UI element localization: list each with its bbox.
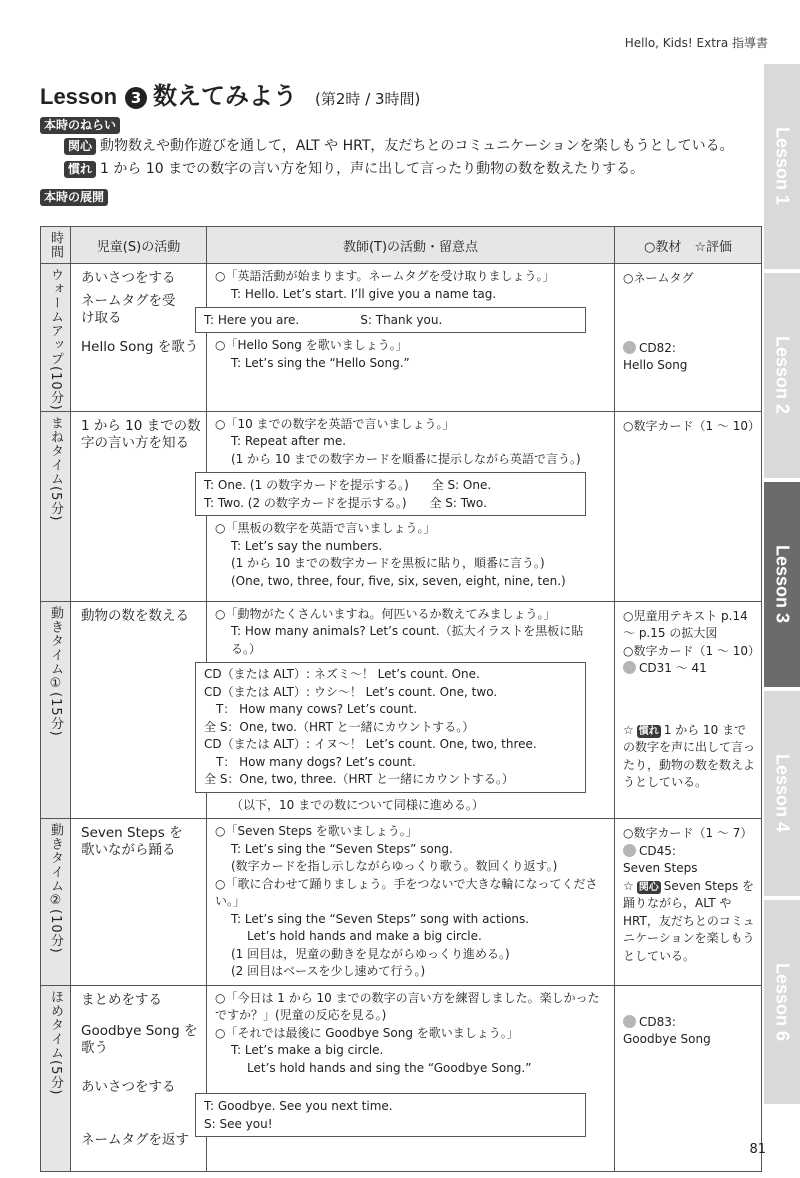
aim-text-2: 1 から 10 までの数字の言い方を知り，声に出して言ったり動物の数を数えたりする。 [100, 161, 645, 177]
child-activity: 動物の数を数える [71, 601, 207, 819]
cd-icon [623, 1015, 636, 1028]
teacher-activity: ○「10 までの数字を英語で言いましょう。」 T: Repeat after me. (1 から 10 までの数字カードを順番に提示しながら英語で言う。) T: One. (1 の数字カードを提示する。) 全 S: One. T: Two. (2 の数字カードを提示する。) 全 S: Two. ○「黒板の数字を英語で言いましょう。」 T: Let’s say the numbers. (1 から 10 までの数字カードを黒板に貼り，順番に言う。) (One, two, three, four, five, six, seven, eight, nine, ten.) [207, 411, 615, 601]
child-activity: 1 から 10 までの数字の言い方を知る [71, 411, 207, 601]
aims-tag: 本時のねらい [40, 117, 120, 134]
aim-line-2 [64, 160, 644, 178]
table-row [41, 819, 762, 986]
aim-tag-familiarity: 慣れ [64, 161, 96, 178]
phase-cell: ほめタイム(5分) [41, 985, 71, 1171]
child-activity: Seven Steps を歌いながら踊る [71, 819, 207, 986]
table-row [41, 264, 762, 412]
tab-lesson-3[interactable]: Lesson 3 [764, 482, 800, 687]
table-header-row [41, 227, 762, 264]
dialogue-box: T: One. (1 の数字カードを提示する。) 全 S: One. T: Two. (2 の数字カードを提示する。) 全 S: Two. [195, 472, 586, 516]
header-teacher: 教師(T)の活動・留意点 [207, 227, 615, 264]
aim-text-1: 動物数えや動作遊びを通して，ALT や HRT，友だちとのコミュニケーションを楽しもうとしている。 [100, 138, 734, 154]
cd-icon [623, 661, 636, 674]
development-tag: 本時の展開 [40, 189, 108, 206]
phase-cell: ウォームアップ(10分) [41, 264, 71, 412]
header-time: 時間 [41, 227, 71, 264]
tab-lesson-6[interactable]: Lesson 6 [764, 900, 800, 1104]
title-sub: (第2時 / 3時間) [315, 90, 421, 108]
materials-cell: ○ネームタグ CD82: Hello Song [615, 264, 762, 412]
header-child: 児童(S)の活動 [71, 227, 207, 264]
dialogue-box: T: Here you are. S: Thank you. [195, 307, 586, 333]
table-row [41, 601, 762, 819]
materials-cell: ○数字カード（1 ～ 7） CD45: Seven Steps ☆ 関心 Seven Steps を踊りながら，ALT や HRT，友だちとのコミュニケーションを楽しもうとしている。 [615, 819, 762, 986]
materials-cell: ○数字カード（1 ～ 10） [615, 411, 762, 601]
title-lesson: Lesson [40, 84, 118, 109]
eval-tag-interest: 関心 [638, 881, 659, 893]
materials-cell: CD83: Goodbye Song [615, 985, 762, 1171]
phase-cell: 動きタイム①(15分) [41, 601, 71, 819]
phase-cell: まねタイム(5分) [41, 411, 71, 601]
cd-icon [623, 844, 636, 857]
tab-lesson-2[interactable]: Lesson 2 [764, 273, 800, 478]
lesson-tabs [764, 64, 800, 1104]
teacher-activity: ○「動物がたくさんいますね。何匹いるか数えてみましょう。」 T: How many animals? Let’s count.（拡大イラストを黒板に貼る。） CD（または ALT）: ネズミ～！ Let’s count. One. CD（または ALT）: ウシ～！ Let’s count. One, two. T： How many cows? Let’s count. 全 S：One, two.（HRT と一緒にカウントする。） CD（または ALT）: イヌ～！ Let’s count. One, two, three. T： How many dogs? Let’s count. 全 S：One, two, three.（HRT と一緒にカウントする。） （以下，10 までの数について同様に進める。） [207, 601, 615, 819]
tab-lesson-1[interactable]: Lesson 1 [764, 64, 800, 269]
teacher-activity: ○「Seven Steps を歌いましょう。」 T: Let’s sing the “Seven Steps” song. (数字カードを指し示しながらゆっくり歌う。数回くり返す。) ○「歌に合わせて踊りましょう。手をつないで大きな輪になってください。」 T: Let’s sing the “Seven Steps” song with actions. Let’s hold hands and make a big circle. (1 回目は，児童の動きを見ながらゆっくり進める。) (2 回目はベースを少し速めて行う。) [207, 819, 615, 986]
aim-tag-interest: 関心 [64, 138, 96, 155]
table-row [41, 411, 762, 601]
running-header: Hello, Kids! Extra 指導書 [624, 36, 768, 50]
aim-line-1 [64, 137, 734, 155]
phase-cell: 動きタイム②(10分) [41, 819, 71, 986]
page-title [40, 76, 420, 110]
cd-icon [623, 341, 636, 354]
table-row [41, 985, 762, 1171]
tab-lesson-4[interactable]: Lesson 4 [764, 691, 800, 896]
dialogue-box: CD（または ALT）: ネズミ～！ Let’s count. One. CD（または ALT）: ウシ～！ Let’s count. One, two. T： How many cows? Let’s count. 全 S：One, two.（HRT と一緒にカウントする。） CD（または ALT）: イヌ～！ Let’s count. One, two, three. T： How many dogs? Let’s count. 全 S：One, two, three.（HRT と一緒にカウントする。） [195, 662, 586, 793]
header-materials: ○教材 ☆評価 [615, 227, 762, 264]
page-number: 81 [749, 1142, 766, 1157]
lesson-plan-table [40, 226, 762, 1172]
dialogue-box: T: Goodbye. See you next time. S: See you! [195, 1093, 586, 1137]
teacher-activity: ○「今日は 1 から 10 までの数字の言い方を練習しました。楽しかったですか？」(児童の反応を見る。) ○「それでは最後に Goodbye Song を歌いましょう。」 T: Let’s make a big circle. Let’s hold hands and sing the “Goodbye Song.” T: Goodbye. See you next time. S: See you! [207, 985, 615, 1171]
child-activity: まとめをする Goodbye Song を歌う あいさつをする ネームタグを返す [71, 985, 207, 1171]
materials-cell: ○児童用テキスト p.14 ～ p.15 の拡大図 ○数字カード（1 ～ 10） CD31 ～ 41 ☆ 慣れ 1 から 10 までの数字を声に出して言ったり，動物の数を数えようとしている。 [615, 601, 762, 819]
child-activity: あいさつをする ネームタグを受け取る Hello Song を歌う [71, 264, 207, 412]
eval-tag-familiarity: 慣れ [638, 725, 659, 737]
title-text: 数えてみよう [153, 82, 298, 110]
teacher-activity: ○「英語活動が始まります。ネームタグを受け取りましょう。」 T: Hello. Let’s start. I’ll give you a name tag. T: Here you are. S: Thank you. ○「Hello Song を歌いましょう。」 T: Let’s sing the “Hello Song.” [207, 264, 615, 412]
lesson-number-badge: 3 [125, 87, 147, 109]
